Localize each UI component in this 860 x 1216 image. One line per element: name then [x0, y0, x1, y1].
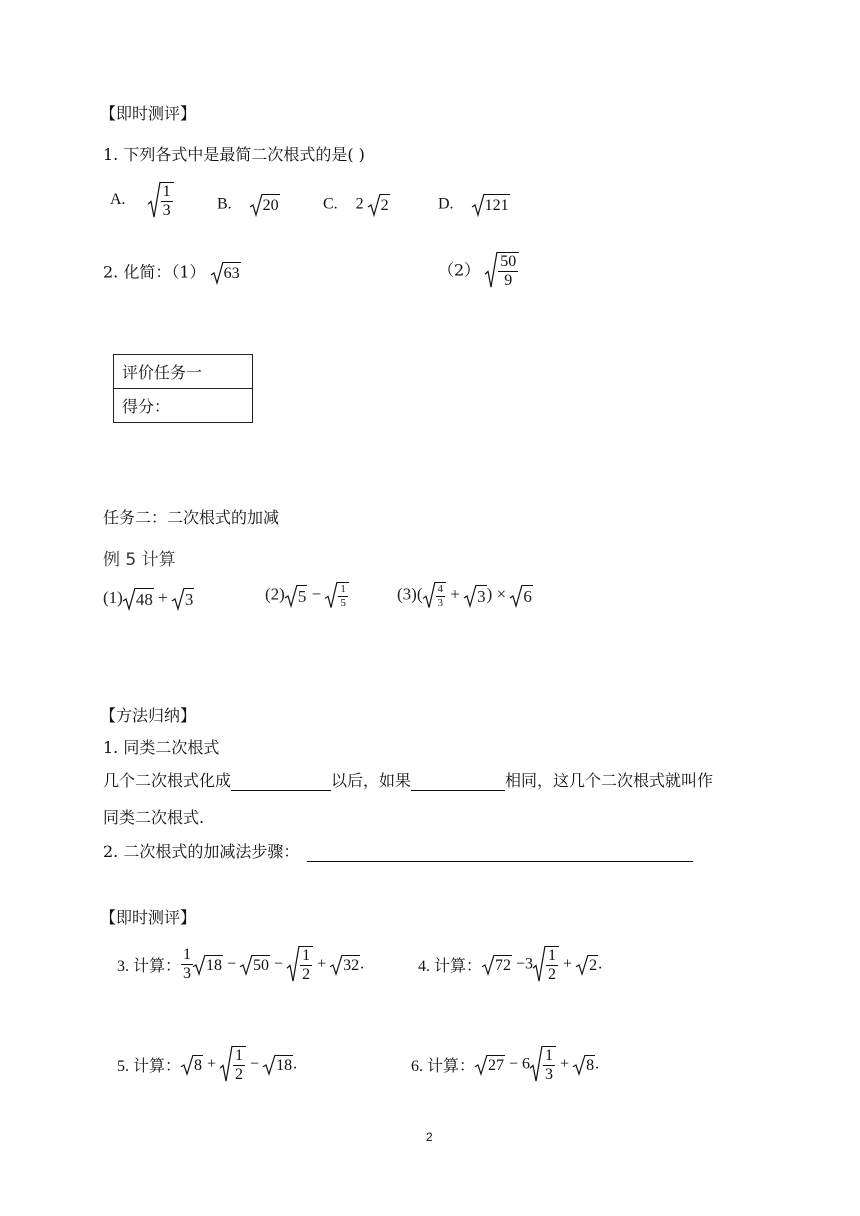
question-5: 5. 计算： 8 + $\frac{1}{2}$ − 18 .	[117, 1047, 298, 1083]
sqrt-expression: $\frac{50}{9}$	[485, 252, 519, 289]
method-item-1-text: 几个二次根式化成 以后，如果 相同，这几个二次根式就叫作	[103, 771, 714, 790]
sqrt-expression: 63	[211, 262, 241, 284]
section-heading-quiz-1: 【即时测评】	[100, 104, 197, 123]
task-2-title: 任务二：二次根式的加减	[103, 508, 280, 527]
question-1-prompt: 1. 下列各式中是最简二次根式的是( )	[103, 145, 365, 164]
question-2-part-2: （2） $\frac{50}{9}$	[438, 252, 519, 289]
page-number: 2	[426, 1130, 433, 1144]
option-label: D.	[438, 195, 454, 213]
option-d[interactable]	[438, 194, 510, 216]
question-2: 2. 化简：（1） 63	[103, 262, 240, 282]
option-a[interactable]	[110, 182, 174, 219]
method-item-1-text-cont: 同类二次根式.	[103, 808, 205, 827]
option-label: C.	[323, 195, 338, 213]
score-box-score: 得分：	[114, 389, 253, 423]
option-c[interactable]: C. 2 2	[323, 195, 389, 214]
question-3: 3. 计算： $\frac{1}{3}$ 18 − 50 − $\frac{1}{2}$ + 32 .	[117, 946, 365, 983]
score-box	[113, 354, 253, 423]
option-label: A.	[110, 191, 126, 209]
example-5-title: 例 5 计算	[103, 550, 176, 570]
sqrt-expression: 20	[250, 194, 280, 216]
example-5-part-1: (1) 48 + 3	[103, 588, 194, 610]
score-box-title: 评价任务一	[114, 355, 253, 389]
fill-blank-1[interactable]	[231, 772, 331, 791]
example-5-part-3: (3)( $\frac{4}{3}$ + 3 ) × 6	[397, 583, 532, 609]
fill-blank-2[interactable]	[411, 772, 505, 791]
method-item-1-title: 1. 同类二次根式	[103, 738, 220, 757]
option-label: B.	[217, 195, 232, 213]
method-item-2: 2. 二次根式的加减法步骤：	[103, 842, 693, 862]
sqrt-expression: 121	[472, 194, 510, 216]
question-6: 6. 计算： 27 − 6 $\frac{1}{3}$ + 8 .	[411, 1047, 600, 1083]
example-5-part-2: (2) 5 − $\frac{1}{5}$	[265, 582, 349, 609]
option-b[interactable]	[217, 194, 280, 216]
fill-blank-3[interactable]	[307, 843, 693, 862]
question-4: 4. 计算： 72 −3 $\frac{1}{2}$ + 2 .	[418, 947, 603, 983]
sqrt-expression: 2	[368, 194, 390, 216]
section-heading-quiz-2: 【即时测评】	[100, 908, 197, 927]
method-heading: 【方法归纳】	[100, 706, 197, 725]
sqrt-expression: $\frac{1}{3}$	[148, 182, 174, 219]
